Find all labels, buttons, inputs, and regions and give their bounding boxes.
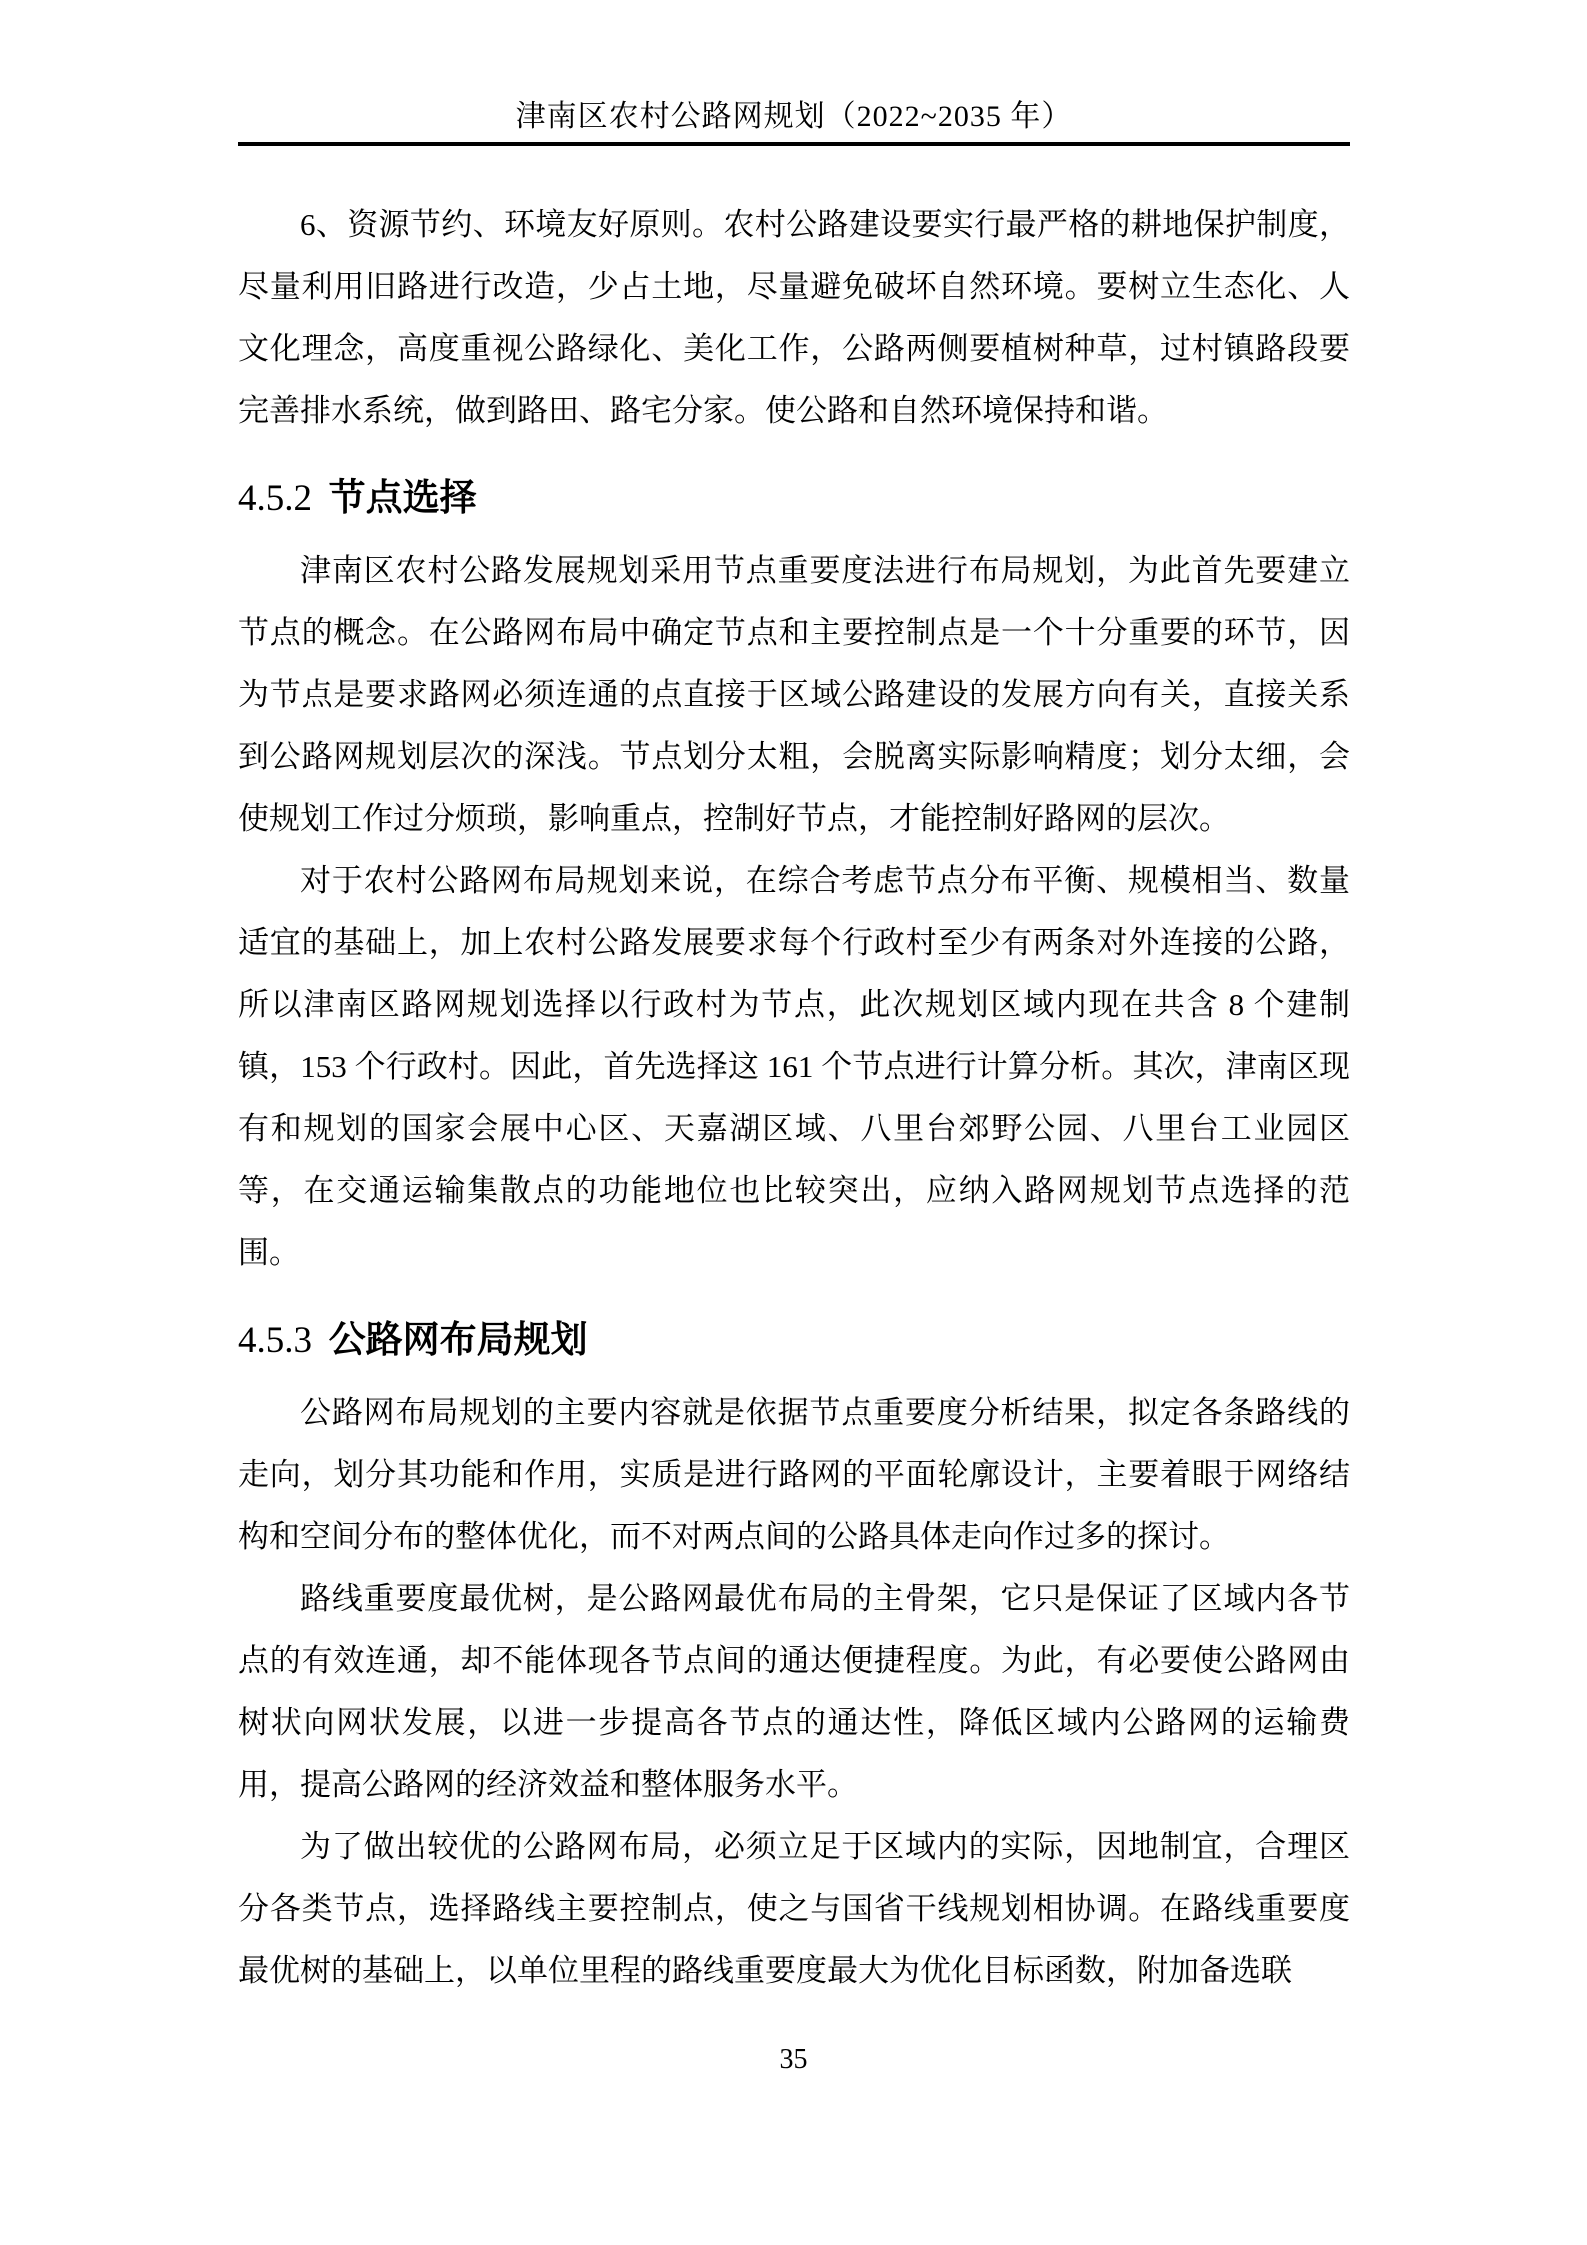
header-title: 津南区农村公路网规划（2022~2035 年） <box>515 100 1073 133</box>
body-paragraph: 对于农村公路网布局规划来说，在综合考虑节点分布平衡、规模相当、数量适宜的基础上，加上农村公路发展要求每个行政村至少有两条对外连接的公路，所以津南区路网规划选择以行政村为节点，此次规划区域内现在共含 8 个建制镇，153 个行政村。因此，首先选择这 161 个节点进行计算分析。其次，津南区现有和规划的国家会展中心区、天嘉湖区域、八里台郊野公园、八里台工业园区等，在交通运输集散点的功能地位也比较突出，应纳入路网规划节点选择的范围。 <box>238 863 1350 1270</box>
section-heading-4-5-3 <box>238 1309 1350 1372</box>
page-header <box>238 0 1350 146</box>
content-column <box>238 0 1350 2002</box>
page-body <box>238 194 1350 2002</box>
page-number: 35 <box>779 2044 808 2075</box>
body-paragraph: 为了做出较优的公路网布局，必须立足于区域内的实际，因地制宜，合理区分各类节点，选择路线主要控制点，使之与国省干线规划相协调。在路线重要度最优树的基础上，以单位里程的路线重要度最大为优化目标函数，附加备选联 <box>238 1829 1350 1988</box>
section-number: 4.5.2 <box>238 478 312 519</box>
section-title: 公路网布局规划 <box>328 1319 588 1360</box>
section-heading-4-5-2 <box>238 467 1350 530</box>
body-paragraph: 6、资源节约、环境友好原则。农村公路建设要实行最严格的耕地保护制度，尽量利用旧路进行改造，少占土地，尽量避免破坏自然环境。要树立生态化、人文化理念，高度重视公路绿化、美化工作，公路两侧要植树种草，过村镇路段要完善排水系统，做到路田、路宅分家。使公路和自然环境保持和谐。 <box>238 207 1350 428</box>
page-footer <box>0 2042 1587 2078</box>
body-paragraph: 公路网布局规划的主要内容就是依据节点重要度分析结果，拟定各条路线的走向，划分其功能和作用，实质是进行路网的平面轮廓设计，主要着眼于网络结构和空间分布的整体优化，而不对两点间的公路具体走向作过多的探讨。 <box>238 1395 1350 1554</box>
body-paragraph: 津南区农村公路发展规划采用节点重要度法进行布局规划，为此首先要建立节点的概念。在公路网布局中确定节点和主要控制点是一个十分重要的环节，因为节点是要求路网必须连通的点直接于区域公路建设的发展方向有关，直接关系到公路网规划层次的深浅。节点划分太粗，会脱离实际影响精度；划分太细，会使规划工作过分烦琐，影响重点，控制好节点，才能控制好路网的层次。 <box>238 553 1350 836</box>
section-number: 4.5.3 <box>238 1320 312 1361</box>
section-title: 节点选择 <box>328 477 477 518</box>
body-paragraph: 路线重要度最优树，是公路网最优布局的主骨架，它只是保证了区域内各节点的有效连通，却不能体现各节点间的通达便捷程度。为此，有必要使公路网由树状向网状发展，以进一步提高各节点的通达性，降低区域内公路网的运输费用，提高公路网的经济效益和整体服务水平。 <box>238 1581 1350 1802</box>
